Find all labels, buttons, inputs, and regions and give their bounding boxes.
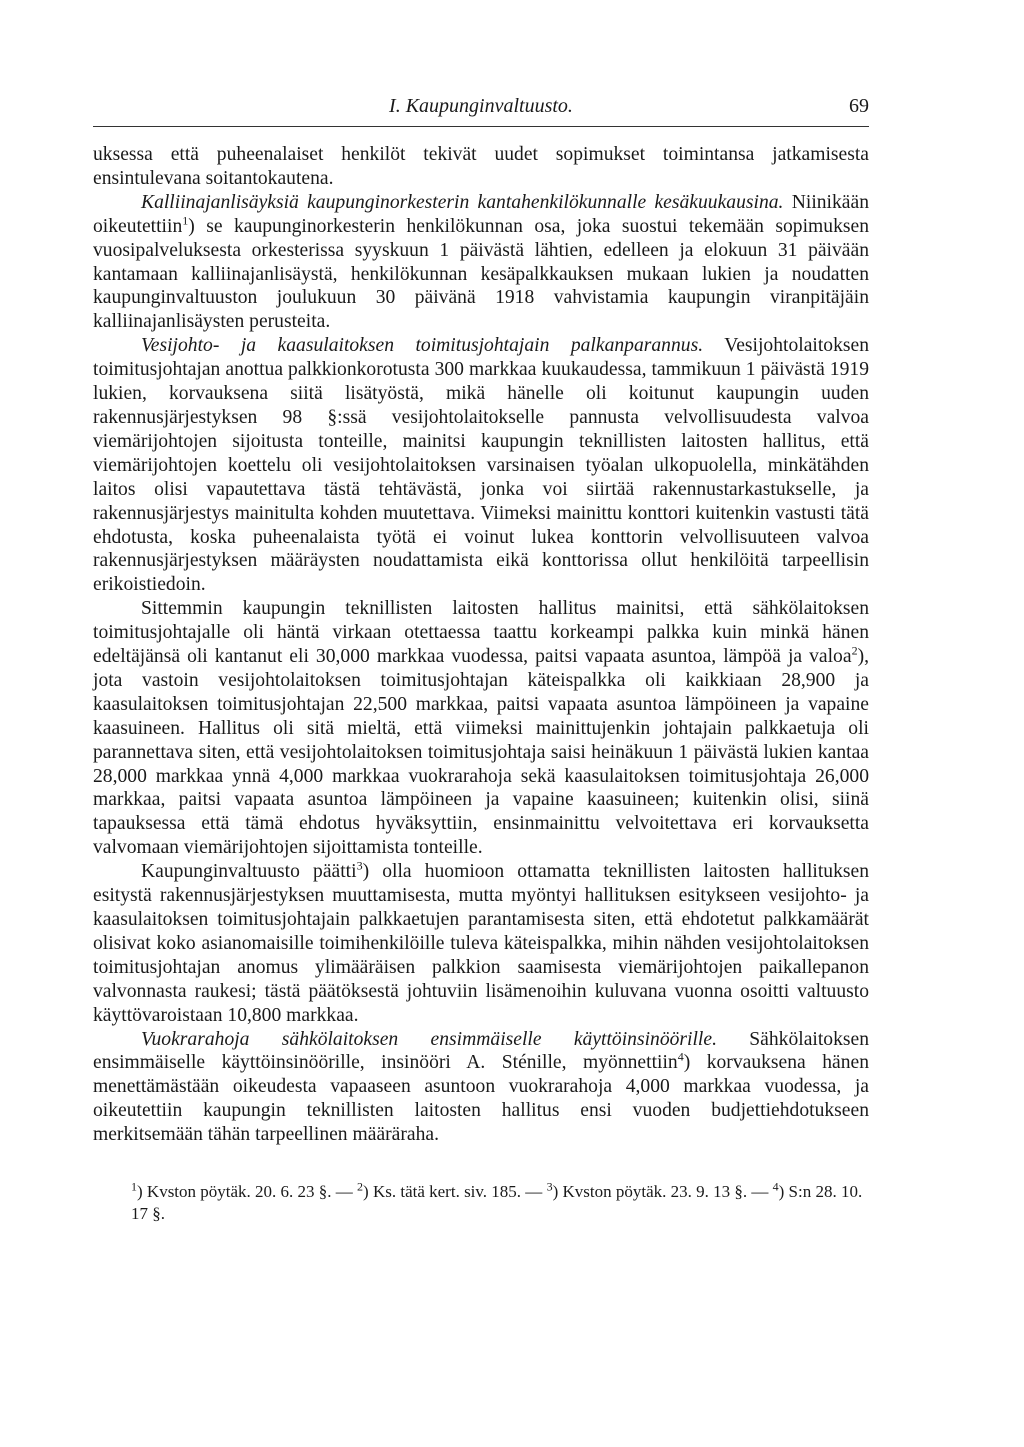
- text-run: ) Kvston pöytäk. 20. 6. 23 §. —: [137, 1182, 358, 1202]
- paragraph: [93, 597, 869, 860]
- text-run: ) Ks. tätä kert. siv. 185. —: [363, 1182, 547, 1202]
- text-run: Kaupunginvaltuusto päätti: [141, 861, 357, 883]
- text-run: ), jota vastoin vesijohtolaitoksen toimitusjohtajan käteispalkka oli kaikkiaan 28,900 ja kaasulaitoksen toimitusjohtajan 22,500 markkaa, paitsi vapaata asuntoa lämpöineen ja vapaine kaasuineen. Hallitus oli sitä mieltä, että viimeksi mainittujenkin johtajain palkkaetuja oli parannettava siten, että vesijohtolaitoksen toimitusjohtaja saisi heinäkuun 1 päivästä lukien kantaa 28,000 markkaa ynnä 4,000 markkaa vuokrarahoja sekä kaasulaitoksen toimitusjohtaja 26,000 markkaa, paitsi vapaata asuntoa lämpöineen ja vapaine kaasuineen; kuitenkin olisi, siinä tapauksessa että tämä ehdotus hyväksyttiin, ensinmainittu velvoitettava eri korvauksetta valvomaan viemärijohtojen sijoittamista tonteille.: [93, 646, 869, 859]
- text-run: ) S:n 28. 10. 17 §.: [131, 1182, 863, 1224]
- footnote-marker: 2: [851, 643, 858, 658]
- paragraph: [93, 143, 869, 191]
- text-run: Niinikään oikeutettiin: [93, 191, 869, 237]
- footnote-line: [131, 1181, 869, 1225]
- footnote-marker: 4: [772, 1179, 779, 1194]
- paragraph: [93, 334, 869, 597]
- paragraph: [93, 860, 869, 1027]
- paragraph-heading: Kalliinajanlisäyksiä kaupunginorkesterin kantahenkilökunnalle kesäkuukausina.: [141, 191, 784, 213]
- footnote-marker: 3: [356, 858, 363, 873]
- chapter-title: I. Kaupunginvaltuusto.: [389, 95, 573, 117]
- footnote-marker: 3: [546, 1179, 553, 1194]
- footnote-marker: 2: [357, 1179, 364, 1194]
- text-run: ) Kvston pöytäk. 23. 9. 13 §. —: [552, 1182, 773, 1202]
- text-run: ) olla huomioon ottamatta teknillisten laitosten hallituksen esitystä rakennusjärjestyksen muuttamisesta, mutta myöntyi hallituksen esitykseen vesijohto- ja kaasulaitoksen toimitusjohtajain palkkaetujen parantamisesta siten, että ehdotetut palkkamäärät olisivat koko asianomaisille toimihenkilöille tuleva käteispalkka, mihin nähden vesijohtolaitoksen toimitusjohtajan anomus ylimääräisen palkkion saamisesta viemärijohtojen paikallepanon valvonnasta raukesi; tästä päätöksestä johtuviin lisämenoihin kuluvana vuonna osoitti valtuusto käyttövaroistaan 10,800 markkaa.: [93, 861, 869, 1026]
- page-number: 69: [849, 95, 869, 117]
- document-page: [93, 88, 869, 1225]
- body-text: [93, 143, 869, 1147]
- text-run: Vesijohtolaitoksen toimitusjohtajan anottua palkkionkorotusta 300 markkaa kuukaudessa, tammikuun 1 päivästä 1919 lukien, korvauksena siitä lisätyöstä, mikä hänelle oli koitunut kaupungin uuden rakennusjärjestyksen 98 §:ssä vesijohtolaitokselle pannusta velvollisuudesta valvoa viemärijohtojen sijoitusta tonteille, mainitsi kaupungin teknillisten laitosten hallitus, että viemärijohtojen koettelu oli vesijohtolaitoksen varsinaisen työalan ulkopuolella, minkätähden laitos olisi vapautettava tästä tehtävästä, jonka voi siirtää rakennustarkastukselle, ja rakennusjärjestys mainitulta kohden muutettava. Viimeksi mainittu konttori kuitenkin vastusti tätä ehdotusta, koska puheenalaista työtä ei voinut lukea konttorin velvollisuuteen valvoa rakennusjärjestyksen määräysten noudattamista eikä konttorissa ollut henkilöitä tarpeellisin erikoistiedoin.: [93, 335, 869, 596]
- paragraph-heading: Vuokrarahoja sähkölaitoksen ensimmäiselle käyttöinsinöörille.: [141, 1028, 717, 1050]
- running-head: [93, 88, 869, 124]
- text-run: uksessa että puheenalaiset henkilöt tekivät uudet sopimukset toimintansa jatkamisesta ensintulevana soitantokautena.: [93, 144, 869, 189]
- paragraph: [93, 1028, 869, 1148]
- paragraph-heading: Vesijohto- ja kaasulaitoksen toimitusjohtajain palkanparannus.: [141, 335, 704, 357]
- text-run: Sähkölaitoksen ensimmäiselle käyttöinsinöörille, insinööri A. Sténille, myönnettiin: [93, 1028, 869, 1074]
- footnote-marker: 1: [131, 1179, 137, 1194]
- footnote-marker: 4: [677, 1049, 684, 1064]
- paragraph: [93, 191, 869, 334]
- footnote-marker: 1: [182, 213, 189, 228]
- footnotes: [93, 1181, 869, 1225]
- text-run: ) korvauksena hänen menettämästään oikeudesta vapaaseen asuntoon vuokrarahoja 4,000 markkaa vuodessa, ja oikeutettiin kaupungin teknillisten laitosten hallitus ensi vuoden budjettiehdotukseen merkitsemään tähän tarpeellinen määräraha.: [93, 1052, 869, 1146]
- text-run: ) se kaupunginorkesterin henkilökunnan osa, joka suostui tekemään sopimuksen vuosipalveluksesta orkesterissa syyskuun 1 päivästä lähtien, edelleen ja elokuun 31 päivään kantamaan kalliinajanlisäystä, henkilökunnan kesäpalkkauksen mukaan lukien ja noudatten kaupunginvaltuuston joulukuun 30 päivänä 1918 vahvistamia kaupungin viranpitäjäin kalliinajanlisäysten perusteita.: [93, 215, 869, 333]
- text-run: Sittemmin kaupungin teknillisten laitosten hallitus mainitsi, että sähkölaitoksen toimitusjohtajalle oli häntä virkaan otettaessa taattu korkeampi palkka kuin minkä hänen edeltäjänsä oli kantanut eli 30,000 markkaa vuodessa, paitsi vapaata asuntoa, lämpöä ja valoa: [93, 598, 869, 668]
- header-rule: [93, 126, 869, 127]
